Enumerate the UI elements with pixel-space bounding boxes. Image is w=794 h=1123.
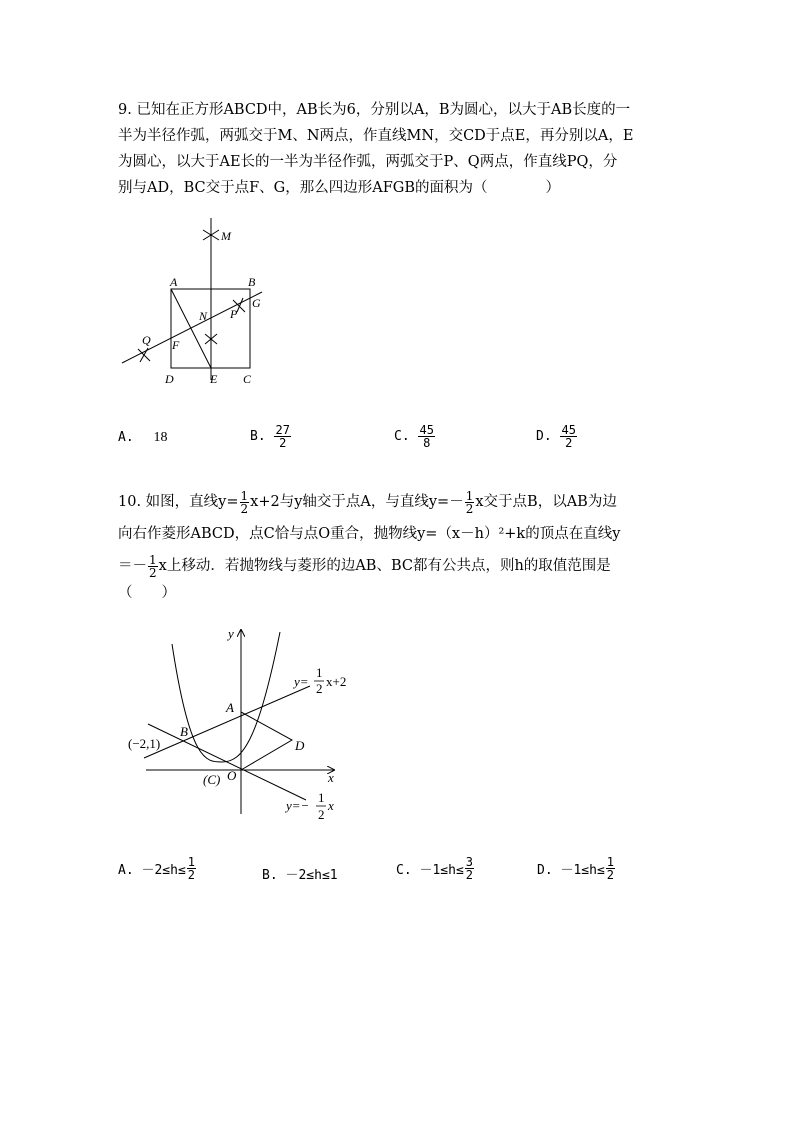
q9-option-d-num: 45 xyxy=(561,423,576,437)
label-line-top-num: 1 xyxy=(316,665,323,680)
label-line-top-b: x+2 xyxy=(326,674,347,689)
label-o: O xyxy=(227,768,237,783)
q9-option-c-fraction xyxy=(418,424,434,449)
label-a: A xyxy=(226,700,234,715)
axis-label-y: y xyxy=(228,626,234,641)
q10-line3-frac-num: 1 xyxy=(149,552,157,567)
label-line-bottom-den: 2 xyxy=(318,807,325,822)
label-line-bottom-num: 1 xyxy=(318,790,325,805)
q9-option-b[interactable] xyxy=(250,424,292,449)
label-c: (C) xyxy=(203,772,221,787)
axis-label-x: x xyxy=(328,770,334,785)
q10-option-c[interactable] xyxy=(396,856,475,881)
q9-option-c-den: 8 xyxy=(423,436,431,450)
q10-option-c-fraction xyxy=(465,856,474,881)
q10-text xyxy=(118,486,678,604)
q10-option-b-text: B. －2≤h≤1 xyxy=(262,868,338,883)
label-point-b: (−2,1) xyxy=(128,736,161,751)
q10-option-d-num: 1 xyxy=(606,855,615,869)
q10-line2: 向右作菱形ABCD，点C恰与点O重合，抛物线y=（x－h）²+k的顶点在直线y xyxy=(118,526,621,542)
q10-figure xyxy=(120,622,370,832)
q9-option-a-value: 18 xyxy=(153,430,168,445)
label-line-top-den: 2 xyxy=(316,681,323,696)
arc-marks xyxy=(138,230,245,362)
q9-option-c-prefix: C. xyxy=(394,429,410,444)
q9-line3: 为圆心，以大于AE长的一半为半径作弧，两弧交于P、Q两点，作直线PQ，分 xyxy=(118,154,618,170)
q9-option-b-fraction xyxy=(274,424,290,449)
q10-option-a[interactable] xyxy=(118,856,197,881)
q9-line2: 半为半径作弧，两弧交于M、N两点，作直线MN，交CD于点E，再分别以A，E xyxy=(118,128,634,144)
q9-option-a[interactable] xyxy=(118,430,167,446)
q10-line1-b: x+2与y轴交于点A，与直线y= xyxy=(250,494,450,510)
q10-line1-frac xyxy=(240,490,250,515)
q10-line3-frac xyxy=(148,554,158,579)
q10-option-d[interactable] xyxy=(537,856,616,881)
q10-line1-frac2 xyxy=(465,490,475,515)
q9-option-b-prefix: B. xyxy=(250,429,266,444)
q10-line1-frac-den: 2 xyxy=(240,501,249,516)
line-half-x-plus-2 xyxy=(144,686,310,758)
label-e: E xyxy=(210,372,218,386)
q10-line1-frac2-num: 1 xyxy=(465,488,474,503)
q10-option-a-text: A. －2≤h≤ xyxy=(118,863,186,878)
q10-line1-frac-num: 1 xyxy=(240,488,249,503)
q10-line1-neg: － xyxy=(449,494,464,510)
q10-option-c-num: 3 xyxy=(465,855,474,869)
q10-line3 xyxy=(118,550,678,582)
label-m: M xyxy=(221,229,231,243)
parabola xyxy=(172,632,280,762)
q10-option-d-fraction xyxy=(606,856,615,881)
q10-line1-a: 10. 如图，直线y= xyxy=(118,494,239,510)
q10-line1 xyxy=(118,486,678,518)
label-c: C xyxy=(243,372,252,386)
q10-line4: （ ） xyxy=(118,585,176,601)
q9-option-a-prefix: A. xyxy=(118,430,134,445)
q9-option-b-den: 2 xyxy=(279,436,287,450)
q9-option-d-den: 2 xyxy=(565,436,573,450)
label-line-top-a: y= xyxy=(294,674,309,689)
label-line-bottom-a: y=− xyxy=(286,798,310,813)
label-line-bottom-b: x xyxy=(328,798,334,813)
q9-option-c[interactable] xyxy=(394,424,436,449)
q10-line3-b: x上移动．若抛物线与菱形的边AB、BC都有公共点，则h的取值范围是 xyxy=(158,558,611,574)
q10-option-d-text: D. －1≤h≤ xyxy=(537,863,605,878)
label-b: B xyxy=(248,275,256,289)
label-d: D xyxy=(295,738,305,753)
label-b: B xyxy=(180,724,188,739)
q10-option-a-num: 1 xyxy=(187,855,196,869)
label-line-top xyxy=(292,665,346,696)
q10-line3-a: ＝－ xyxy=(118,558,147,574)
label-n: N xyxy=(199,309,208,323)
q9-option-d-fraction xyxy=(560,424,576,449)
q10-option-d-den: 2 xyxy=(606,868,615,882)
label-a: A xyxy=(170,275,178,289)
q10-line1-c: x交于点B，以AB为边 xyxy=(475,494,617,510)
q9-option-b-num: 27 xyxy=(275,423,290,437)
q10-option-a-fraction xyxy=(187,856,196,881)
q10-line1-frac2-den: 2 xyxy=(465,501,474,516)
q10-option-a-den: 2 xyxy=(187,868,196,882)
label-g: G xyxy=(252,296,261,310)
label-line-bottom xyxy=(284,790,334,822)
q9-option-d[interactable] xyxy=(536,424,578,449)
q10-option-c-text: C. －1≤h≤ xyxy=(396,863,464,878)
q9-option-d-prefix: D. xyxy=(536,429,552,444)
label-q: Q xyxy=(142,333,151,347)
q9-line1: 9. 已知在正方形ABCD中，AB长为6，分别以A，B为圆心，以大于AB长度的一 xyxy=(118,102,631,118)
q9-figure xyxy=(110,212,280,392)
label-d: D xyxy=(165,372,174,386)
label-p: P xyxy=(230,307,238,321)
q9-option-c-num: 45 xyxy=(419,423,434,437)
label-f: F xyxy=(172,338,180,352)
q10-line3-frac-den: 2 xyxy=(149,565,157,580)
q9-text xyxy=(118,97,678,201)
q10-option-c-den: 2 xyxy=(465,868,474,882)
q9-line4: 别与AD，BC交于点F、G，那么四边形AFGB的面积为（ ） xyxy=(118,180,561,196)
q10-option-b[interactable] xyxy=(262,864,338,883)
